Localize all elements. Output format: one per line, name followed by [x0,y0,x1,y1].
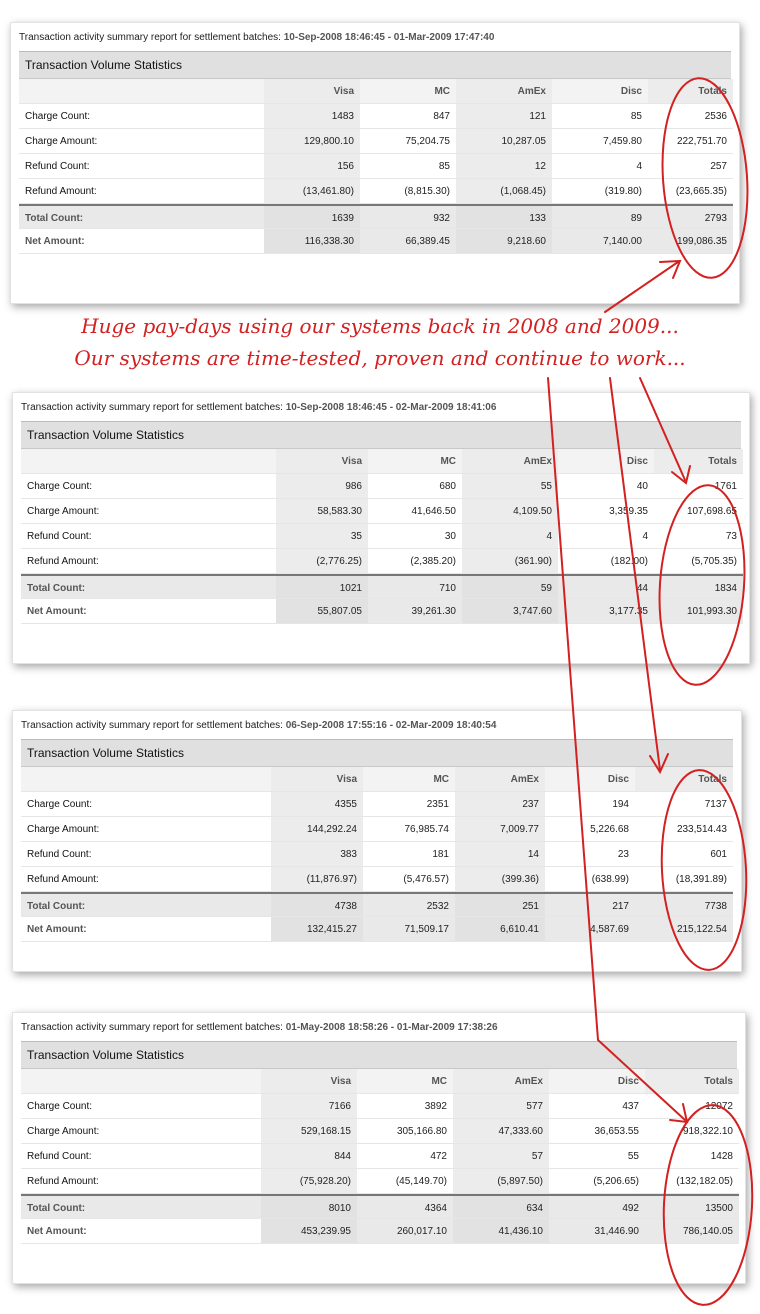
report-date-range: 10-Sep-2008 18:46:45 - 01-Mar-2009 17:47:40 [283,32,495,43]
statistics-grid [21,449,741,624]
row-label: Refund Count: [21,524,276,549]
table-cell: 847 [360,104,456,129]
column-header-disc: Disc [552,79,648,104]
table-cell: 260,017.10 [357,1219,453,1244]
report-date-range: 06-Sep-2008 17:55:16 - 02-Mar-2009 18:40:54 [285,720,497,731]
table-cell: (182.00) [558,549,654,574]
column-header-blank [21,1069,261,1094]
table-cell: 107,698.65 [654,499,743,524]
table-cell: 47,333.60 [453,1119,549,1144]
row-label: Total Count: [21,574,276,599]
table-cell: 40 [558,474,654,499]
table-cell: 7,009.77 [455,817,545,842]
table-cell: 710 [368,574,462,599]
table-cell: 3892 [357,1094,453,1119]
table-cell: 55 [549,1144,645,1169]
report-card-1 [10,22,740,304]
table-cell: 1483 [264,104,360,129]
table-cell: 786,140.05 [645,1219,739,1244]
table-cell: 4 [462,524,558,549]
table-cell: 35 [276,524,368,549]
row-label: Charge Count: [21,792,271,817]
table-cell: 237 [455,792,545,817]
table-cell: 437 [549,1094,645,1119]
table-cell: 2532 [363,892,455,917]
table-cell: (45,149.70) [357,1169,453,1194]
column-header-disc: Disc [545,767,635,792]
row-label: Charge Count: [21,474,276,499]
row-label: Total Count: [21,892,271,917]
column-header-visa: Visa [261,1069,357,1094]
table-cell: 492 [549,1194,645,1219]
report-header-prefix: Transaction activity summary report for settlement batches: [21,720,283,731]
table-cell: 75,204.75 [360,129,456,154]
table-cell: 57 [453,1144,549,1169]
table-cell: 7166 [261,1094,357,1119]
table-cell: 23 [545,842,635,867]
table-cell: 59 [462,574,558,599]
table-cell: 129,800.10 [264,129,360,154]
row-label: Refund Amount: [21,1169,261,1194]
table-cell: 41,646.50 [368,499,462,524]
report-card-3 [12,710,742,972]
statistics-table [21,421,741,624]
table-cell: (5,897.50) [453,1169,549,1194]
table-cell: 7,140.00 [552,229,648,254]
table-cell: (5,705.35) [654,549,743,574]
table-cell: 453,239.95 [261,1219,357,1244]
table-cell: 222,751.70 [648,129,733,154]
report-header [19,29,731,47]
table-cell: 7,459.80 [552,129,648,154]
column-header-visa: Visa [276,449,368,474]
table-cell: 233,514.43 [635,817,733,842]
report-card-4 [12,1012,746,1284]
table-cell: (11,876.97) [271,867,363,892]
table-cell: 10,287.05 [456,129,552,154]
column-header-visa: Visa [264,79,360,104]
table-cell: (319.80) [552,179,648,204]
table-cell: 55 [462,474,558,499]
table-cell: 4,587.69 [545,917,635,942]
table-cell: 7137 [635,792,733,817]
table-cell: (5,476.57) [363,867,455,892]
column-header-mc: MC [360,79,456,104]
table-cell: (13,461.80) [264,179,360,204]
table-cell: (638.99) [545,867,635,892]
table-cell: 9,218.60 [456,229,552,254]
statistics-table [21,1041,737,1244]
annotation-line-1: Huge pay-days using our systems back in 2008 and 2009... [81,314,679,338]
table-cell: 12 [456,154,552,179]
table-cell: (399.36) [455,867,545,892]
table-cell: 55,807.05 [276,599,368,624]
column-header-totals: Totals [648,79,733,104]
table-cell: 3,747.60 [462,599,558,624]
table-cell: 73 [654,524,743,549]
table-cell: (361.90) [462,549,558,574]
table-cell: 4355 [271,792,363,817]
column-header-visa: Visa [271,767,363,792]
report-header-prefix: Transaction activity summary report for settlement batches: [21,1022,283,1033]
table-cell: 215,122.54 [635,917,733,942]
statistics-grid [21,1069,737,1244]
report-date-range: 10-Sep-2008 18:46:45 - 02-Mar-2009 18:41:06 [285,402,497,413]
column-header-amex: AmEx [455,767,545,792]
table-cell: 1639 [264,204,360,229]
row-label: Total Count: [21,1194,261,1219]
row-label: Refund Count: [21,1144,261,1169]
column-header-mc: MC [357,1069,453,1094]
table-cell: 986 [276,474,368,499]
statistics-table [21,739,733,942]
table-cell: 4,109.50 [462,499,558,524]
table-cell: 31,446.90 [549,1219,645,1244]
column-header-disc: Disc [549,1069,645,1094]
table-cell: 44 [558,574,654,599]
table-cell: (8,815.30) [360,179,456,204]
table-cell: 257 [648,154,733,179]
table-cell: 4738 [271,892,363,917]
table-title: Transaction Volume Statistics [21,740,733,767]
table-cell: (1,068.45) [456,179,552,204]
table-cell: 1834 [654,574,743,599]
table-cell: (23,665.35) [648,179,733,204]
table-cell: 41,436.10 [453,1219,549,1244]
table-cell: (18,391.89) [635,867,733,892]
table-cell: 4 [558,524,654,549]
table-cell: 383 [271,842,363,867]
table-cell: 116,338.30 [264,229,360,254]
report-date-range: 01-May-2008 18:58:26 - 01-Mar-2009 17:38:26 [285,1022,498,1033]
row-label: Charge Count: [19,104,264,129]
report-header [21,399,741,417]
statistics-table [19,51,731,254]
table-cell: 529,168.15 [261,1119,357,1144]
row-label: Refund Count: [19,154,264,179]
row-label: Net Amount: [21,917,271,942]
row-label: Net Amount: [21,1219,261,1244]
table-cell: 121 [456,104,552,129]
table-cell: 472 [357,1144,453,1169]
table-cell: 918,322.10 [645,1119,739,1144]
row-label: Refund Count: [21,842,271,867]
row-label: Total Count: [19,204,264,229]
column-header-amex: AmEx [456,79,552,104]
table-cell: 85 [552,104,648,129]
table-cell: 181 [363,842,455,867]
row-label: Charge Amount: [19,129,264,154]
table-cell: 3,359.35 [558,499,654,524]
table-cell: 156 [264,154,360,179]
table-cell: 14 [455,842,545,867]
table-cell: 634 [453,1194,549,1219]
row-label: Net Amount: [19,229,264,254]
table-cell: 194 [545,792,635,817]
table-cell: 932 [360,204,456,229]
row-label: Charge Amount: [21,1119,261,1144]
report-header [21,1019,737,1037]
table-cell: 36,653.55 [549,1119,645,1144]
table-cell: 305,166.80 [357,1119,453,1144]
table-cell: 8010 [261,1194,357,1219]
table-cell: 6,610.41 [455,917,545,942]
column-header-disc: Disc [558,449,654,474]
table-cell: 144,292.24 [271,817,363,842]
table-cell: 199,086.35 [648,229,733,254]
table-cell: 39,261.30 [368,599,462,624]
table-cell: 4364 [357,1194,453,1219]
column-header-amex: AmEx [453,1069,549,1094]
row-label: Refund Amount: [21,549,276,574]
table-cell: 601 [635,842,733,867]
column-header-mc: MC [368,449,462,474]
column-header-totals: Totals [654,449,743,474]
table-cell: 13500 [645,1194,739,1219]
promo-annotation [0,310,760,374]
table-cell: 1761 [654,474,743,499]
table-cell: 4 [552,154,648,179]
table-cell: 58,583.30 [276,499,368,524]
table-title: Transaction Volume Statistics [21,1042,737,1069]
report-header-prefix: Transaction activity summary report for settlement batches: [19,32,281,43]
table-cell: 5,226.68 [545,817,635,842]
table-cell: (75,928.20) [261,1169,357,1194]
table-cell: 7738 [635,892,733,917]
table-cell: 133 [456,204,552,229]
table-cell: 30 [368,524,462,549]
table-cell: 680 [368,474,462,499]
table-cell: 1428 [645,1144,739,1169]
column-header-totals: Totals [635,767,733,792]
table-cell: 71,509.17 [363,917,455,942]
statistics-grid [21,767,733,942]
table-cell: 2536 [648,104,733,129]
column-header-blank [21,449,276,474]
report-header [21,717,733,735]
row-label: Net Amount: [21,599,276,624]
table-cell: 3,177.35 [558,599,654,624]
column-header-mc: MC [363,767,455,792]
annotation-line-2: Our systems are time-tested, proven and continue to work... [74,346,686,370]
table-cell: 89 [552,204,648,229]
table-cell: (2,776.25) [276,549,368,574]
row-label: Charge Amount: [21,817,271,842]
table-cell: 217 [545,892,635,917]
table-cell: 251 [455,892,545,917]
statistics-grid [19,79,731,254]
table-cell: 1021 [276,574,368,599]
report-header-prefix: Transaction activity summary report for settlement batches: [21,402,283,413]
table-cell: 132,415.27 [271,917,363,942]
table-cell: 2793 [648,204,733,229]
table-cell: (2,385.20) [368,549,462,574]
table-cell: 12072 [645,1094,739,1119]
table-cell: 85 [360,154,456,179]
table-cell: (5,206.65) [549,1169,645,1194]
table-cell: 2351 [363,792,455,817]
column-header-blank [21,767,271,792]
row-label: Refund Amount: [19,179,264,204]
column-header-blank [19,79,264,104]
column-header-amex: AmEx [462,449,558,474]
table-title: Transaction Volume Statistics [21,422,741,449]
report-card-2 [12,392,750,664]
table-title: Transaction Volume Statistics [19,52,731,79]
column-header-totals: Totals [645,1069,739,1094]
table-cell: 577 [453,1094,549,1119]
table-cell: (132,182.05) [645,1169,739,1194]
row-label: Charge Count: [21,1094,261,1119]
table-cell: 101,993.30 [654,599,743,624]
row-label: Charge Amount: [21,499,276,524]
table-cell: 66,389.45 [360,229,456,254]
row-label: Refund Amount: [21,867,271,892]
table-cell: 844 [261,1144,357,1169]
table-cell: 76,985.74 [363,817,455,842]
